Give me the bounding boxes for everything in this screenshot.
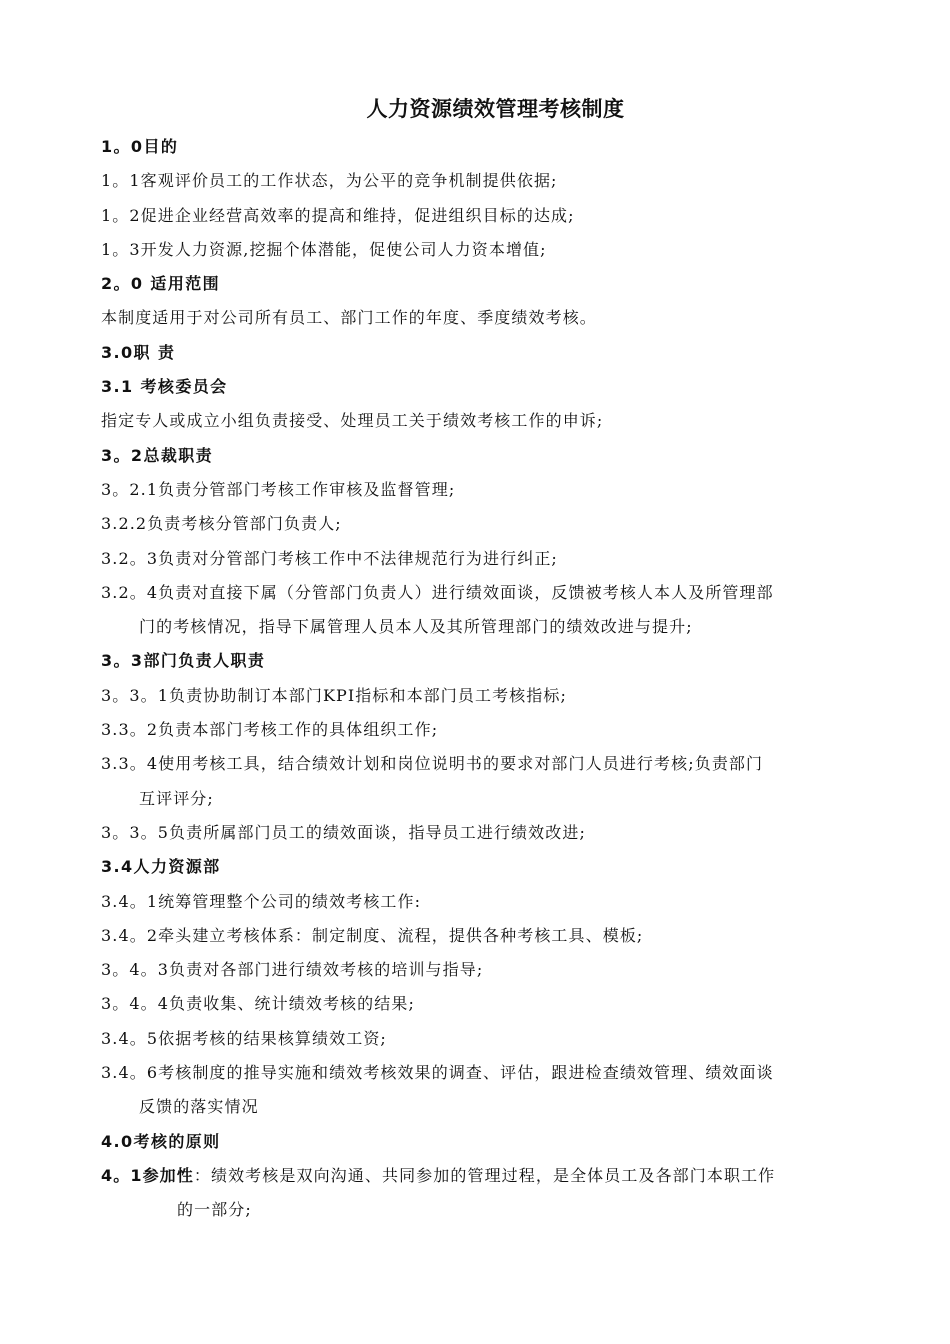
principle-text: ：绩效考核是双向沟通、共同参加的管理过程，是全体员工及各部门本职工作 [193, 1165, 776, 1185]
section-heading-duties: 3.0职 责 [101, 342, 176, 362]
paragraph-continuation: 的一部分; [177, 1200, 252, 1220]
paragraph-line: 本制度适用于对公司所有员工、部门工作的年度、季度绩效考核。 [101, 308, 597, 328]
paragraph-line: 3.4。1统筹管理整个公司的绩效考核工作: [101, 891, 422, 911]
paragraph-line: 3.3。2负责本部门考核工作的具体组织工作; [101, 720, 439, 740]
paragraph-line: 3.3。4使用考核工具，结合绩效计划和岗位说明书的要求对部门人员进行考核;负责部门 [101, 754, 764, 774]
section-heading-principles: 4.0考核的原则 [101, 1131, 221, 1151]
paragraph-line: 3。4。3负责对各部门进行绩效考核的培训与指导; [101, 960, 484, 980]
section-heading-scope: 2。0 适用范围 [101, 274, 221, 294]
paragraph-line: 1。2促进企业经营高效率的提高和维持，促进组织目标的达成; [101, 205, 575, 225]
paragraph-continuation: 门的考核情况，指导下属管理人员本人及其所管理部门的绩效改进与提升; [139, 617, 693, 637]
paragraph-line: 3。2.1负责分管部门考核工作审核及监督管理; [101, 479, 456, 499]
paragraph-line: 3。3。1负责协助制订本部门KPI指标和本部门员工考核指标; [101, 685, 567, 705]
paragraph-line: 3.4。6考核制度的推导实施和绩效考核效果的调查、评估，跟进检查绩效管理、绩效面谈 [101, 1063, 774, 1083]
subsection-heading-hr: 3.4人力资源部 [101, 857, 221, 877]
paragraph-line: 3。4。4负责收集、统计绩效考核的结果; [101, 994, 415, 1014]
subsection-heading-president: 3。2总裁职责 [101, 445, 214, 465]
paragraph-line: 1。3开发人力资源,挖掘个体潜能，促使公司人力资本增值; [101, 239, 547, 259]
paragraph-line: 3。3。5负责所属部门员工的绩效面谈，指导员工进行绩效改进; [101, 822, 586, 842]
subsection-heading-dept-head: 3。3部门负责人职责 [101, 651, 266, 671]
paragraph-line: 3.2。4负责对直接下属（分管部门负责人）进行绩效面谈，反馈被考核人本人及所管理部 [101, 582, 774, 602]
paragraph-line: 1。1客观评价员工的工作状态，为公平的竞争机制提供依据; [101, 171, 558, 191]
section-heading-purpose: 1。0目的 [101, 137, 179, 156]
paragraph-line: 3.4。2牵头建立考核体系：制定制度、流程，提供各种考核工具、模板; [101, 925, 644, 945]
principle-label: 4。1参加性 [101, 1165, 194, 1185]
paragraph-continuation: 反馈的落实情况 [139, 1097, 259, 1117]
principle-line [101, 1159, 870, 1193]
paragraph-line: 3.2.2负责考核分管部门负责人; [101, 514, 342, 534]
paragraph-line: 指定专人或成立小组负责接受、处理员工关于绩效考核工作的申诉; [101, 411, 604, 431]
subsection-heading-committee: 3.1 考核委员会 [101, 377, 228, 397]
paragraph-line: 3.4。5依据考核的结果核算绩效工资; [101, 1028, 387, 1048]
document-title: 人力资源绩效管理考核制度 [366, 97, 625, 121]
paragraph-continuation: 互评评分; [139, 788, 214, 808]
paragraph-line: 3.2。3负责对分管部门考核工作中不法律规范行为进行纠正; [101, 548, 558, 568]
